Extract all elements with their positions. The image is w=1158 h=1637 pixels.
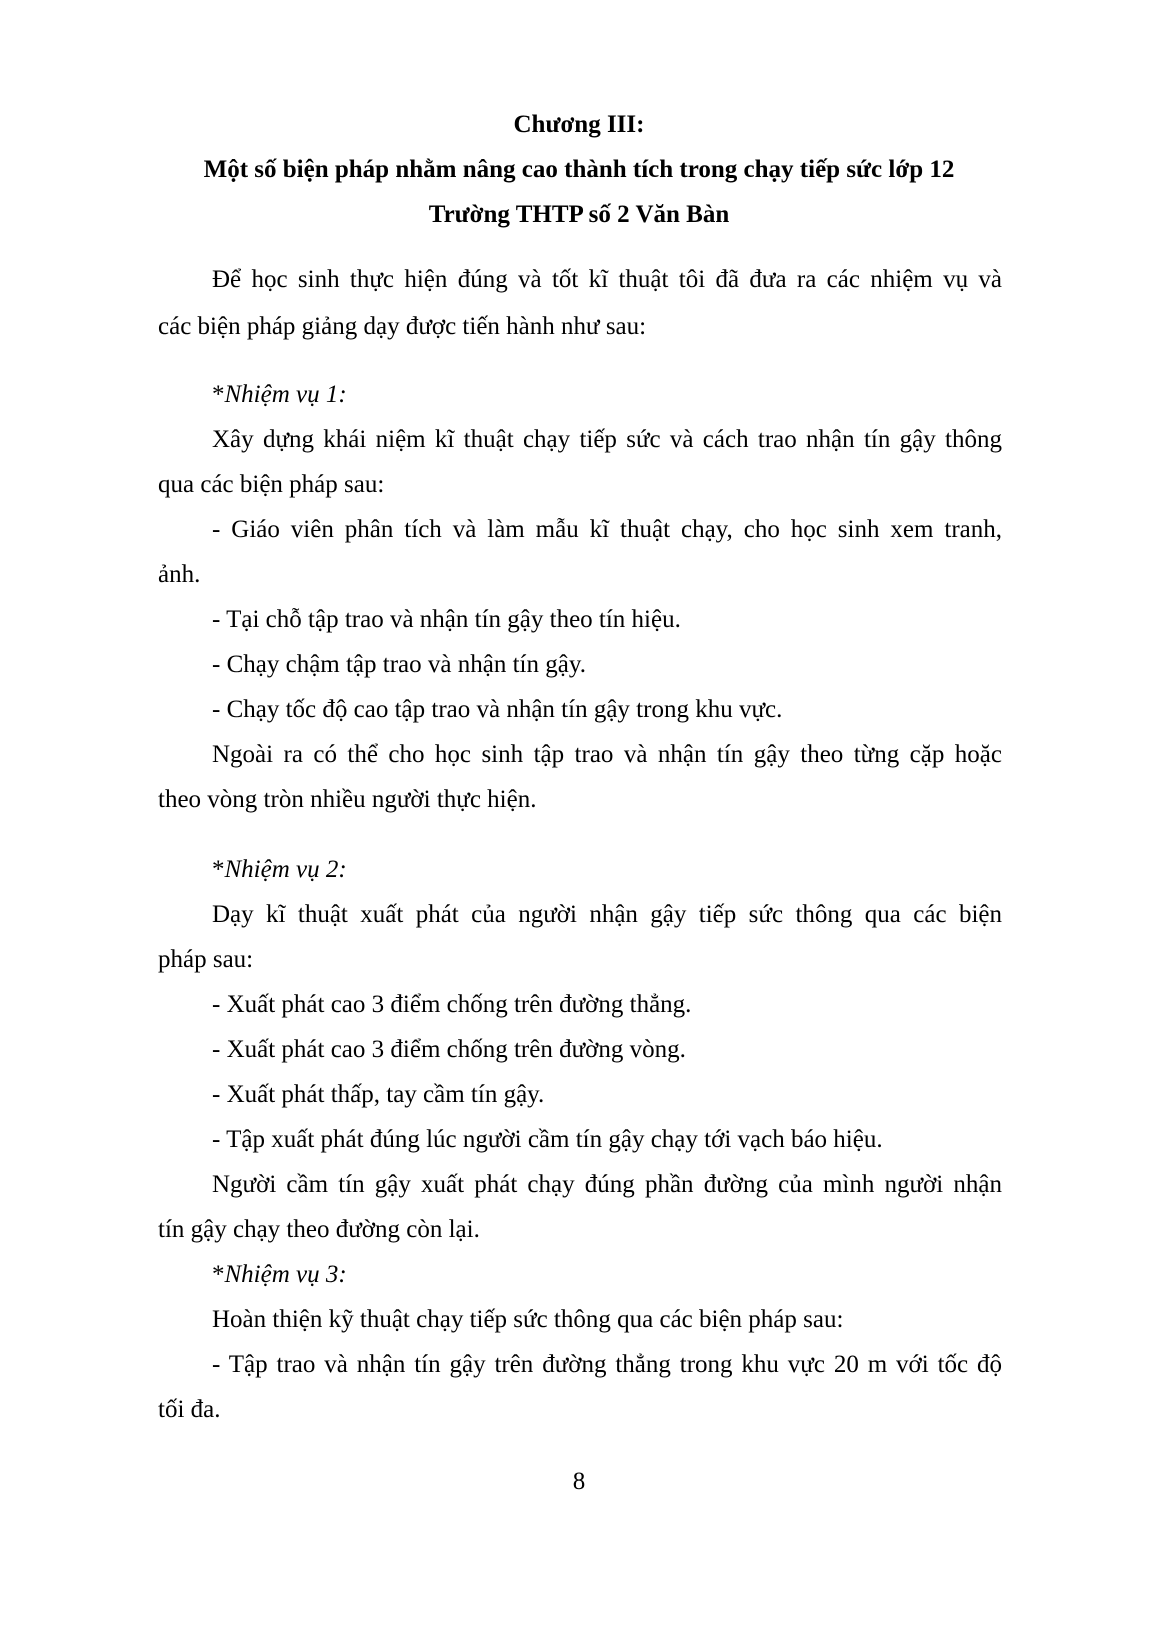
- task1-extra-line-1: Ngoài ra có thể cho học sinh tập trao và nhận tín gậy theo từng cặp hoặc: [212, 741, 1002, 768]
- task2-item-2: - Xuất phát cao 3 điểm chống trên đường vòng.: [212, 1036, 686, 1063]
- chapter-heading: Chương III:: [513, 111, 645, 138]
- intro-line-2: các biện pháp giảng dạy được tiến hành như sau:: [158, 313, 647, 340]
- task1-item-2: - Tại chỗ tập trao và nhận tín gậy theo tín hiệu.: [212, 606, 681, 633]
- task2-heading: [212, 855, 347, 885]
- task1-item-4: - Chạy tốc độ cao tập trao và nhận tín gậy trong khu vực.: [212, 696, 783, 723]
- task1-label: Nhiệm vụ 1:: [224, 381, 347, 408]
- task2-extra-line-1: Người cầm tín gậy xuất phát chạy đúng phần đường của mình người nhận: [212, 1171, 1002, 1198]
- task2-label: Nhiệm vụ 2:: [224, 856, 347, 883]
- task3-label: Nhiệm vụ 3:: [224, 1261, 347, 1288]
- task3-star: *: [212, 1261, 225, 1288]
- task3-item-1-line-2: tối đa.: [158, 1396, 221, 1423]
- task1-item-3: - Chạy chậm tập trao và nhận tín gậy.: [212, 651, 586, 678]
- intro-line-1: Để học sinh thực hiện đúng và tốt kĩ thuật tôi đã đưa ra các nhiệm vụ và: [212, 266, 1002, 293]
- task2-extra-line-2: tín gậy chạy theo đường còn lại.: [158, 1216, 480, 1243]
- task2-desc-line-1: Dạy kĩ thuật xuất phát của người nhận gậy tiếp sức thông qua các biện: [212, 901, 1002, 928]
- task2-star: *: [212, 856, 225, 883]
- task3-item-1-line-1: - Tập trao và nhận tín gậy trên đường thẳng trong khu vực 20 m với tốc độ: [212, 1351, 1002, 1378]
- task1-star: *: [212, 381, 225, 408]
- task2-item-1: - Xuất phát cao 3 điểm chống trên đường thẳng.: [212, 991, 692, 1018]
- task3-heading: [212, 1260, 347, 1290]
- chapter-title-line-1: Một số biện pháp nhằm nâng cao thành tích trong chạy tiếp sức lớp 12: [203, 156, 955, 183]
- task3-desc-line-1: Hoàn thiện kỹ thuật chạy tiếp sức thông qua các biện pháp sau:: [212, 1306, 844, 1333]
- task1-desc-line-1: Xây dựng khái niệm kĩ thuật chạy tiếp sức và cách trao nhận tín gậy thông: [212, 426, 1002, 453]
- task1-item-1-line-2: ảnh.: [158, 561, 201, 588]
- task1-item-1-line-1: - Giáo viên phân tích và làm mẫu kĩ thuật chạy, cho học sinh xem tranh,: [212, 516, 1002, 543]
- task1-extra-line-2: theo vòng tròn nhiều người thực hiện.: [158, 786, 537, 813]
- task2-item-3: - Xuất phát thấp, tay cầm tín gậy.: [212, 1081, 545, 1108]
- task1-desc-line-2: qua các biện pháp sau:: [158, 471, 385, 498]
- task2-item-4: - Tập xuất phát đúng lúc người cầm tín gậy chạy tới vạch báo hiệu.: [212, 1126, 883, 1153]
- page-number: 8: [572, 1468, 586, 1495]
- task1-heading: [212, 380, 347, 410]
- chapter-title-line-2: Trường THTP số 2 Văn Bàn: [428, 201, 730, 228]
- task2-desc-line-2: pháp sau:: [158, 946, 254, 973]
